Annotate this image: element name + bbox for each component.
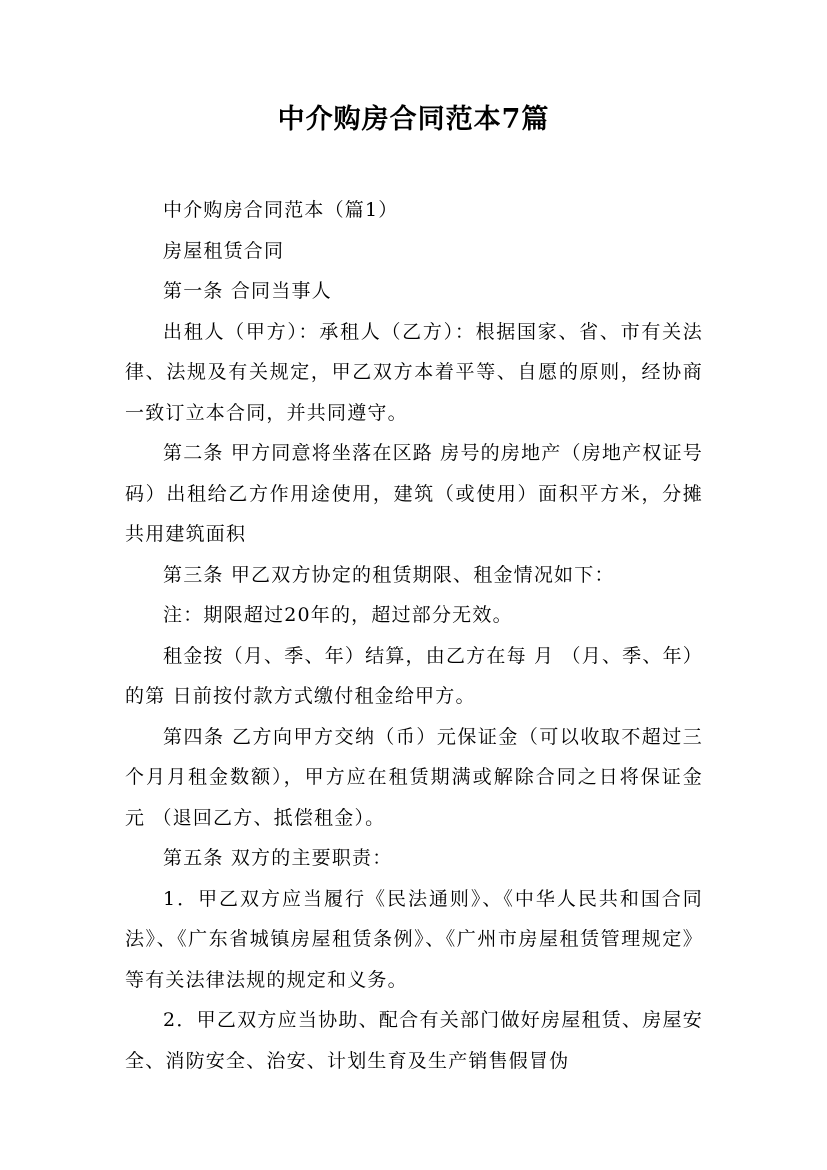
paragraph: 注：期限超过20年的，超过部分无效。 <box>163 604 513 626</box>
paragraph: 第三条 甲乙双方协定的租赁期限、租金情况如下： <box>163 563 615 586</box>
paragraph: 1．甲乙双方应当履行《民法通则》、《中华人民共和国合同法》、《广东省城镇房屋租赁条例》、《广州市房屋租赁管理规定》等有关法律法规的规定和义务。 <box>125 887 703 991</box>
contract-title: 房屋租赁合同 <box>163 239 285 262</box>
paragraph: 出租人（甲方）：承租人（乙方）：根据国家、省、市有关法律、法规及有关规定，甲乙双方本着平等、自愿的原则，经协商一致订立本合同，并共同遵守。 <box>125 320 703 424</box>
paragraph: 第四条 乙方向甲方交纳（币）元保证金（可以收取不超过三个月月租金数额），甲方应在租赁期满或解除合同之日将保证金 元 （退回乙方、抵偿租金）。 <box>125 725 703 829</box>
section-heading: 中介购房合同范本（篇1） <box>163 199 399 221</box>
article-heading: 第一条 合同当事人 <box>163 280 332 302</box>
paragraph: 租金按（月、季、年）结算，由乙方在每 月 （月、季、年）的第 日前按付款方式缴付租金给甲方。 <box>125 644 703 707</box>
paragraph: 2．甲乙双方应当协助、配合有关部门做好房屋租赁、房屋安全、消防安全、治安、计划生育及生产销售假冒伪 <box>125 1009 703 1072</box>
document-title: 中介购房合同范本7篇 <box>277 104 550 135</box>
document-body <box>125 190 703 1081</box>
paragraph: 第二条 甲方同意将坐落在区路 房号的房地产（房地产权证号码）出租给乙方作用途使用，建筑（或使用）面积平方米，分摊共用建筑面积 <box>125 442 703 545</box>
paragraph: 第五条 双方的主要职责： <box>163 847 393 869</box>
